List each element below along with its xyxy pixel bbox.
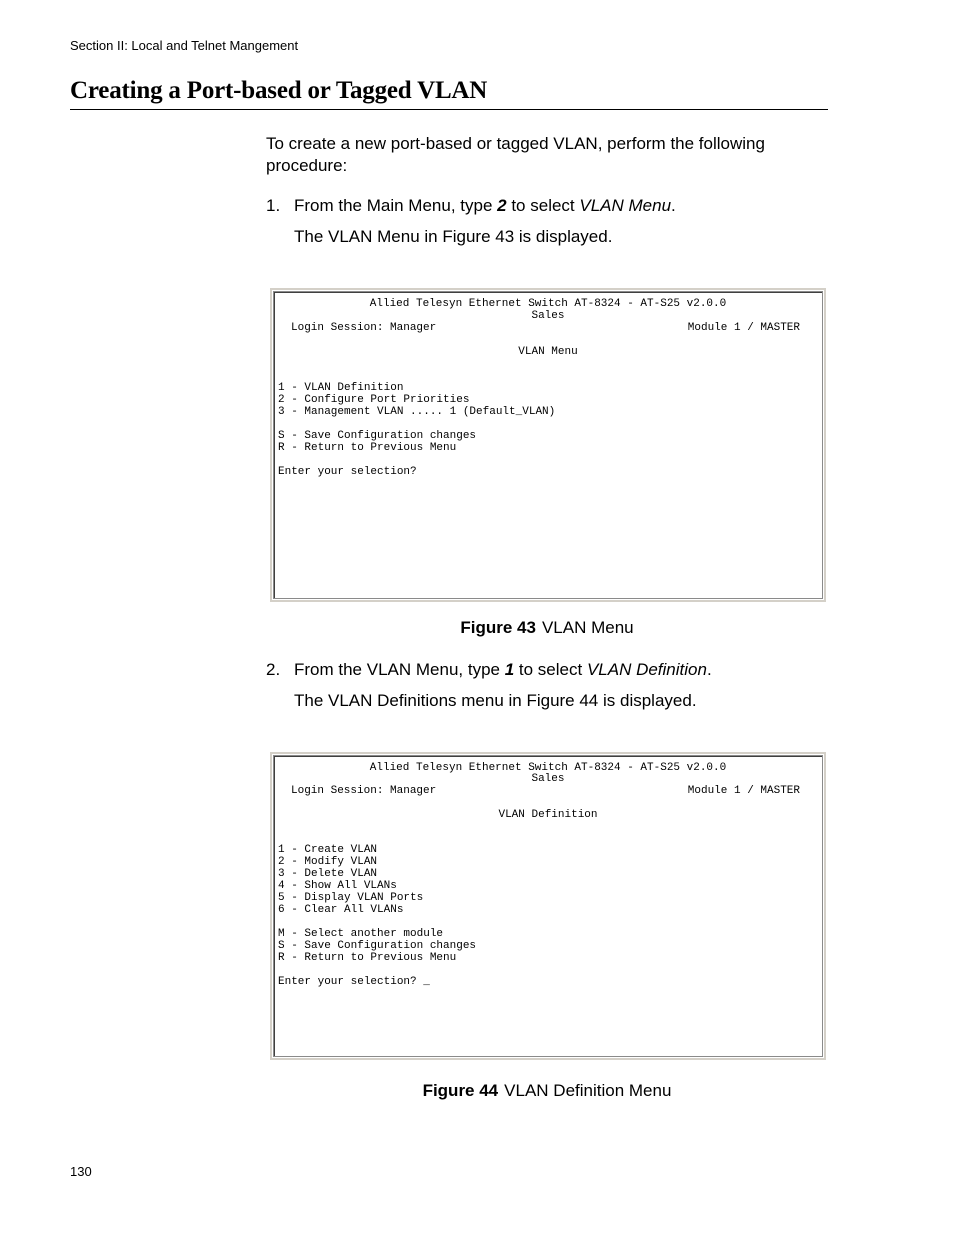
terminal-session: Login Session: Manager (291, 785, 437, 797)
terminal-action-item[interactable]: S - Save Configuration changes (278, 940, 477, 952)
terminal-menu-item[interactable]: 1 - VLAN Definition (278, 382, 404, 394)
step-2-text-mid: to select (514, 660, 587, 679)
terminal-menu-title: VLAN Definition (498, 809, 598, 821)
terminal-menu-item[interactable]: 2 - Configure Port Priorities (278, 394, 470, 406)
vlan-menu-terminal (273, 291, 823, 599)
vlan-definition-terminal (273, 755, 823, 1057)
figure-43-title: VLAN Menu (541, 618, 634, 637)
terminal-menu-item[interactable]: 6 - Clear All VLANs (278, 904, 404, 916)
terminal-site: Sales (531, 773, 565, 785)
step-1-number: 1. (266, 196, 281, 215)
terminal-menu-item[interactable]: 2 - Modify VLAN (278, 856, 378, 868)
terminal-menu-item[interactable]: 3 - Delete VLAN (278, 868, 378, 880)
step-2-period: . (706, 660, 712, 679)
terminal-banner: Allied Telesyn Ethernet Switch AT-8324 - AT-S25 v2.0.0 (369, 762, 727, 774)
terminal-module: Module 1 / MASTER (687, 322, 800, 334)
figure-43-caption (273, 618, 821, 638)
terminal-action-item[interactable]: R - Return to Previous Menu (278, 952, 457, 964)
page-number: 130 (70, 1164, 92, 1179)
terminal-menu-item[interactable]: 3 - Management VLAN ..... 1 (Default_VLAN) (278, 406, 556, 418)
terminal-session: Login Session: Manager (291, 322, 437, 334)
page-title: Creating a Port-based or Tagged VLAN (70, 77, 488, 104)
step-2-number: 2. (266, 660, 281, 679)
step-1-text-mid: to select (506, 196, 580, 215)
terminal-site: Sales (531, 310, 565, 322)
figure-44-label: Figure 44 (422, 1081, 499, 1100)
running-header: Section II: Local and Telnet Mangement (70, 38, 299, 53)
figure-44-caption (273, 1081, 821, 1101)
step-2-key: 1 (504, 660, 515, 679)
terminal-prompt[interactable]: Enter your selection? (278, 466, 417, 478)
figure-43-label: Figure 43 (460, 618, 536, 637)
terminal-prompt[interactable]: Enter your selection? _ (278, 976, 430, 988)
terminal-menu-title: VLAN Menu (518, 346, 578, 358)
terminal-menu-item[interactable]: 4 - Show All VLANs (278, 880, 397, 892)
title-rule (70, 109, 828, 110)
intro-paragraph: To create a new port-based or tagged VLAN, perform the following procedure: (266, 134, 765, 175)
terminal-banner: Allied Telesyn Ethernet Switch AT-8324 - AT-S25 v2.0.0 (369, 298, 727, 310)
step-1 (266, 195, 676, 217)
step-1-target: VLAN Menu (579, 196, 672, 215)
step-2-target: VLAN Definition (586, 660, 707, 679)
step-2-text: From the VLAN Menu, type (294, 660, 505, 679)
step-2 (266, 659, 712, 681)
terminal-action-item[interactable]: M - Select another module (278, 928, 444, 940)
terminal-menu-item[interactable]: 1 - Create VLAN (278, 844, 378, 856)
terminal-action-item[interactable]: S - Save Configuration changes (278, 430, 477, 442)
figure-44-title: VLAN Definition Menu (504, 1081, 672, 1100)
step-1-period: . (671, 196, 676, 215)
terminal-action-item[interactable]: R - Return to Previous Menu (278, 442, 457, 454)
step-2-result: The VLAN Definitions menu in Figure 44 is displayed. (294, 691, 697, 710)
terminal-menu-item[interactable]: 5 - Display VLAN Ports (278, 892, 424, 904)
step-1-key: 2 (497, 196, 507, 215)
step-1-result: The VLAN Menu in Figure 43 is displayed. (294, 227, 613, 246)
terminal-module: Module 1 / MASTER (687, 785, 800, 797)
step-1-text: From the Main Menu, type (294, 196, 498, 215)
